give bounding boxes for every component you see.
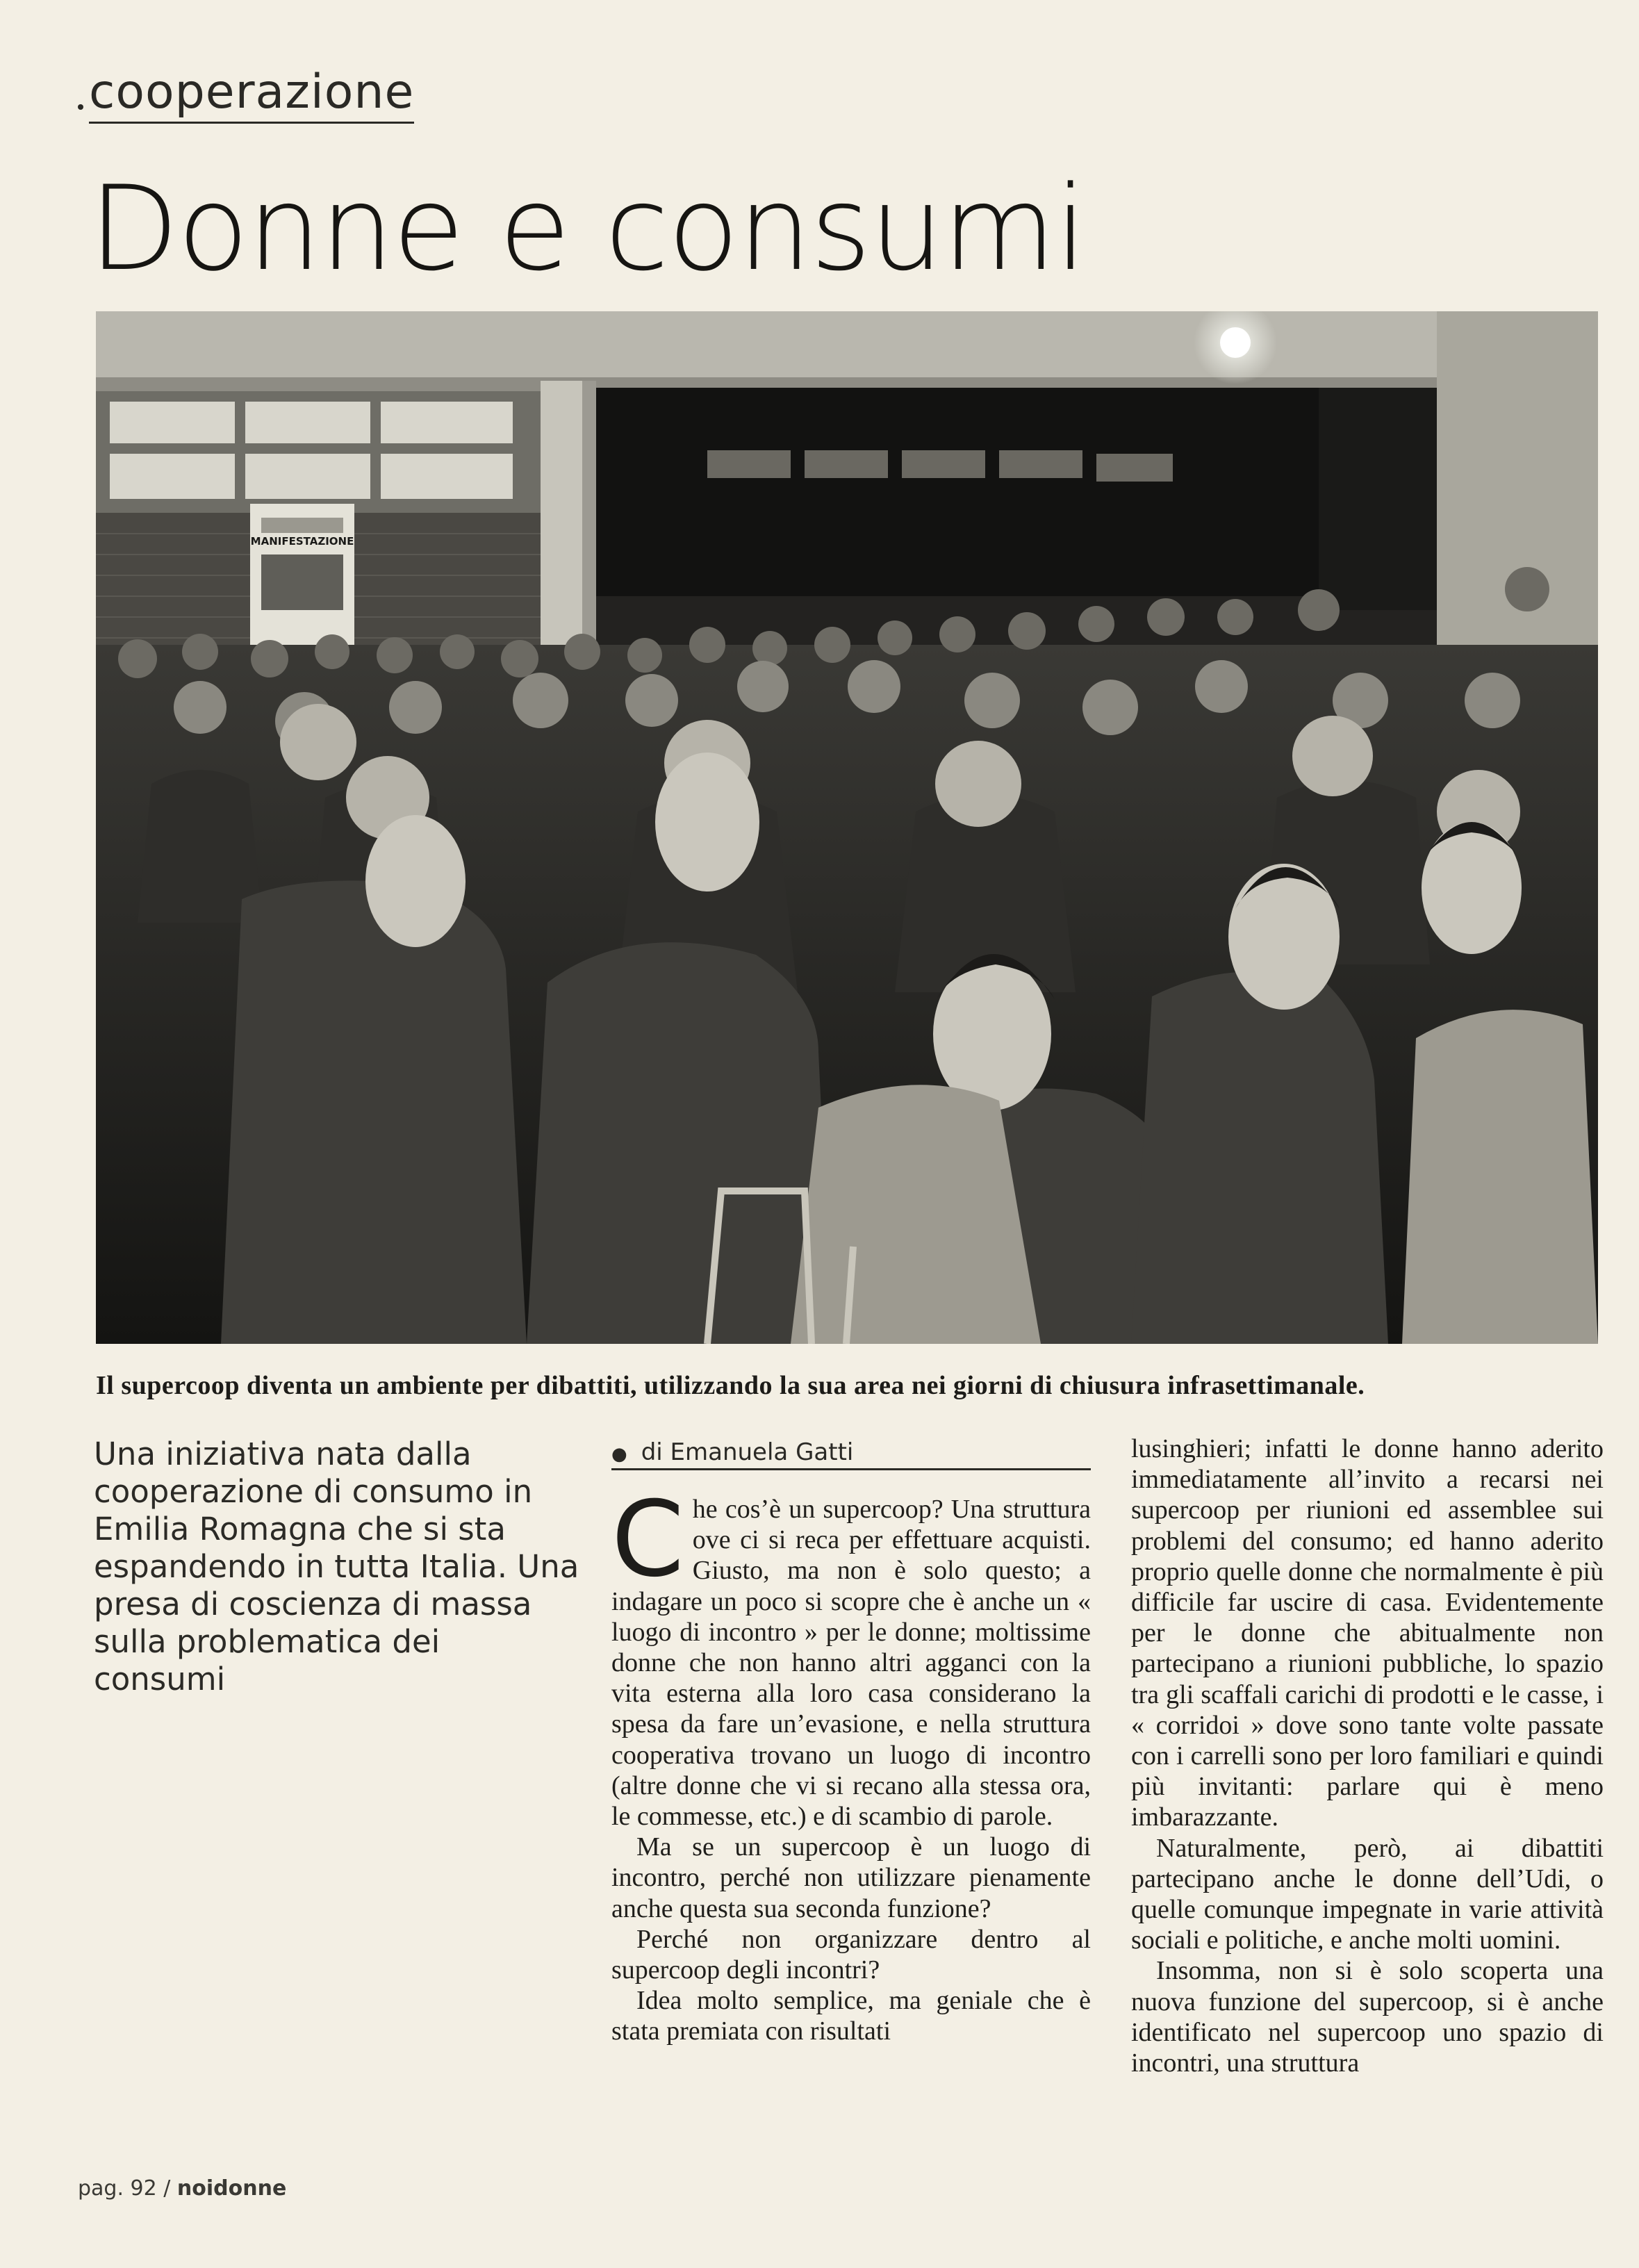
article-column-2 — [1131, 1433, 1604, 2078]
paragraph: Ma se un supercoop è un luogo di incontro, perché non utilizzare pienamente anche questa sua seconda funzione? — [611, 1832, 1091, 1923]
footer-separator: / — [163, 2176, 171, 2201]
paragraph: Naturalmente, però, ai dibattiti partecipano anche le donne dell’Udi, o quelle comunque impegnate in varie attività sociali e politiche, e anche molti uomini. — [1131, 1833, 1604, 1955]
paragraph: Perché non organizzare dentro al supercoop degli incontri? — [611, 1924, 1091, 1985]
byline: ● di Emanuela Gatti — [611, 1438, 853, 1466]
byline-rule — [611, 1468, 1091, 1470]
audience-photo-illustration — [96, 311, 1598, 1344]
drop-cap: C — [611, 1479, 684, 1600]
article-photo — [96, 311, 1598, 1344]
poster-text: MANIFESTAZIONE — [250, 535, 354, 548]
article-column-1 — [611, 1479, 1091, 2047]
paragraph: Insomma, non si è solo scoperta una nuova funzione del supercoop, si è anche identificato nel supercoop uno spazio di incontri, una struttura — [1131, 1956, 1604, 2078]
section-dot — [78, 104, 83, 110]
magazine-name: noidonne — [176, 2176, 287, 2201]
paragraph: Idea molto semplice, ma geniale che è stata premiata con risultati — [611, 1986, 1091, 2046]
standfirst: Una iniziativa nata dalla cooperazione di consumo in Emilia Romagna che si sta espandendo in tutta Italia. Una presa di coscienza di massa sulla problematica dei consumi — [94, 1436, 579, 1698]
paragraph: he cos’è un supercoop? Una struttura ove ci si reca per effettuare acquisti. Giusto, ma non è solo questo; a indagare un poco si scopre che è anche un « luogo di incontro » per le donne; moltissime donne che non hanno altri agganci con la vita esterna alla loro casa considerano la spesa da fare un’evasione, e nella struttura cooperativa trovano un luogo di incontro (altre donne che vi si recano alla stessa ora, le commesse, etc.) e di scambio di parole. — [611, 1495, 1091, 1832]
paragraph: lusinghieri; infatti le donne hanno aderito immediatamente all’invito a recarsi nei supercoop per riunioni ed assemblee sui problemi del consumo; ed hanno aderito proprio quelle donne che normalmente è più difficile far uscire di casa. Evidentemente per le donne che abitualmente non partecipano a riunioni pubbliche, lo spazio tra gli scaffali carichi di prodotti e le casse, i « corridoi » dove sono tante volte passate con i carrelli sono per loro familiari e quindi più invitanti: parlare qui è meno imbarazzante. — [1131, 1434, 1604, 1832]
photo-caption: Il supercoop diventa un ambiente per dibattiti, utilizzando la sua area nei giorni di chiusura infrasettimanale. — [96, 1371, 1365, 1400]
article-title: Donne e consumi — [89, 161, 1086, 297]
page-number: pag. 92 — [78, 2176, 157, 2201]
page-footer — [78, 2176, 286, 2201]
section-label: cooperazione — [89, 67, 414, 124]
